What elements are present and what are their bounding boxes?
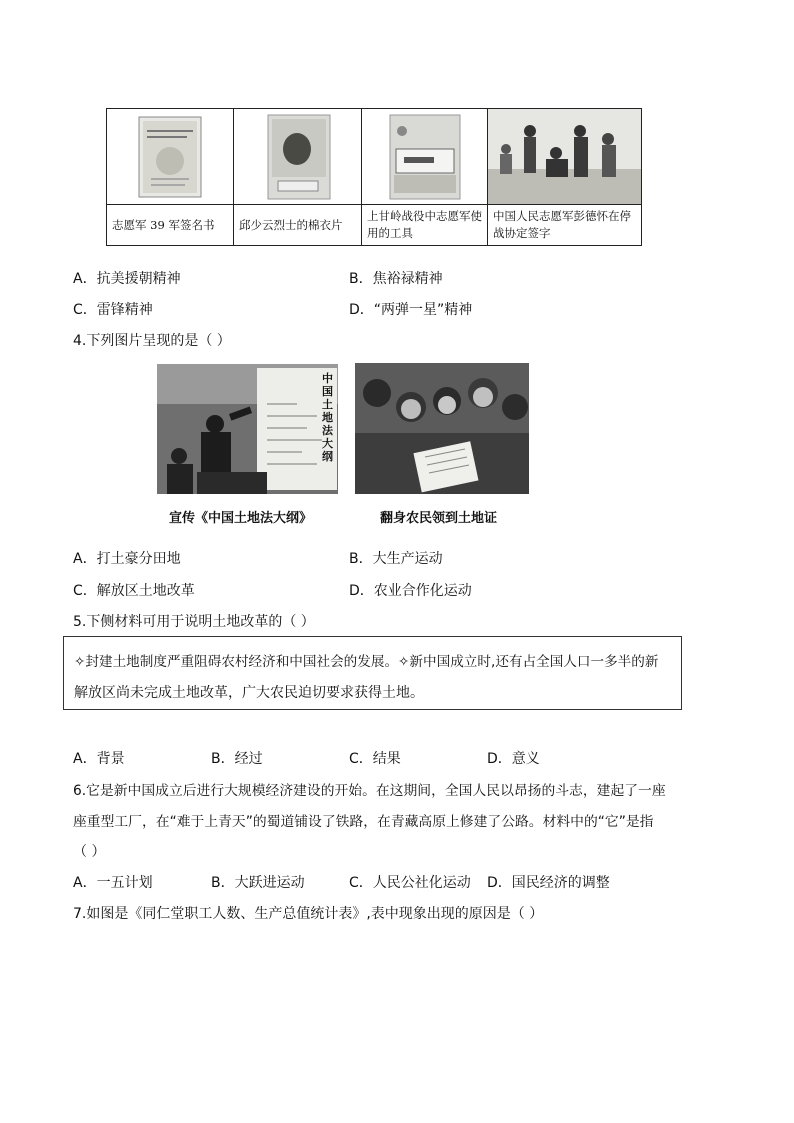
q4-option-c[interactable]: C．解放区土地改革 [73,583,195,599]
q3-option-d[interactable]: D．“两弹一星”精神 [349,302,473,318]
photo-signature-book [107,109,234,205]
q5-option-d[interactable]: D．意义 [487,751,540,767]
q6-stem-line-1: 6.它是新中国成立后进行大规模经济建设的开始。在这期间，全国人民以昂扬的斗志，建起了一座 [73,783,666,799]
q4-option-b[interactable]: B．大生产运动 [349,551,443,567]
photo-armistice-signing [488,109,641,205]
q5-material-line-2: 解放区尚未完成土地改革，广大农民迫切要求获得土地。 [74,685,424,701]
q6-option-c[interactable]: C．人民公社化运动 [349,875,471,891]
farmers-land-certificate-image [355,363,529,494]
q4-option-d[interactable]: D．农业合作化运动 [349,583,472,599]
q7-stem: 7.如图是《同仁堂职工人数、生产总值统计表》,表中现象出现的原因是（ ） [73,906,544,922]
q3-option-a[interactable]: A．抗美援朝精神 [73,271,181,287]
q5-option-a[interactable]: A．背景 [73,751,125,767]
q5-option-b[interactable]: B．经过 [211,751,263,767]
caption-land-certificate: 翻身农民领到土地证 [380,511,498,526]
poster-propaganda-image [157,364,338,494]
q5-option-c[interactable]: C．结果 [349,751,401,767]
q6-option-b[interactable]: B．大跃进运动 [211,875,305,891]
q6-stem-line-2: 座重型工厂，在“难于上青天”的蜀道铺设了铁路，在青藏高原上修建了公路。材料中的“它”是指 [73,814,654,830]
photo-cotton-coat [234,109,362,205]
q5-material-line-1: ✧封建土地制度严重阻碍农村经济和中国社会的发展。✧新中国成立时,还有占全国人口一多半的新 [74,654,659,670]
q5-material-box [63,636,682,710]
caption-cotton-coat: 邱少云烈士的棉衣片 [234,205,362,245]
photo-tools [362,109,488,205]
q4-stem: 4.下列图片呈现的是（ ） [73,333,231,349]
photo-table [106,108,642,246]
poster-vertical-title: 中国土地法大纲 [322,372,333,463]
q4-option-a[interactable]: A．打土豪分田地 [73,551,181,567]
q3-option-b[interactable]: B．焦裕禄精神 [349,271,443,287]
q6-option-a[interactable]: A．一五计划 [73,875,153,891]
q5-stem: 5.下侧材料可用于说明土地改革的（ ） [73,614,315,630]
caption-armistice-signing: 中国人民志愿军彭德怀在停战协定签字 [493,209,631,240]
q6-option-d[interactable]: D．国民经济的调整 [487,875,610,891]
caption-tools: 上甘岭战役中志愿军使用的工具 [362,205,488,245]
q6-stem-line-3: （ ） [73,844,106,860]
caption-signature-book: 志愿军 39 军签名书 [107,205,234,245]
q3-option-c[interactable]: C．雷锋精神 [73,302,153,318]
caption-propaganda: 宣传《中国土地法大纲》 [169,511,313,526]
